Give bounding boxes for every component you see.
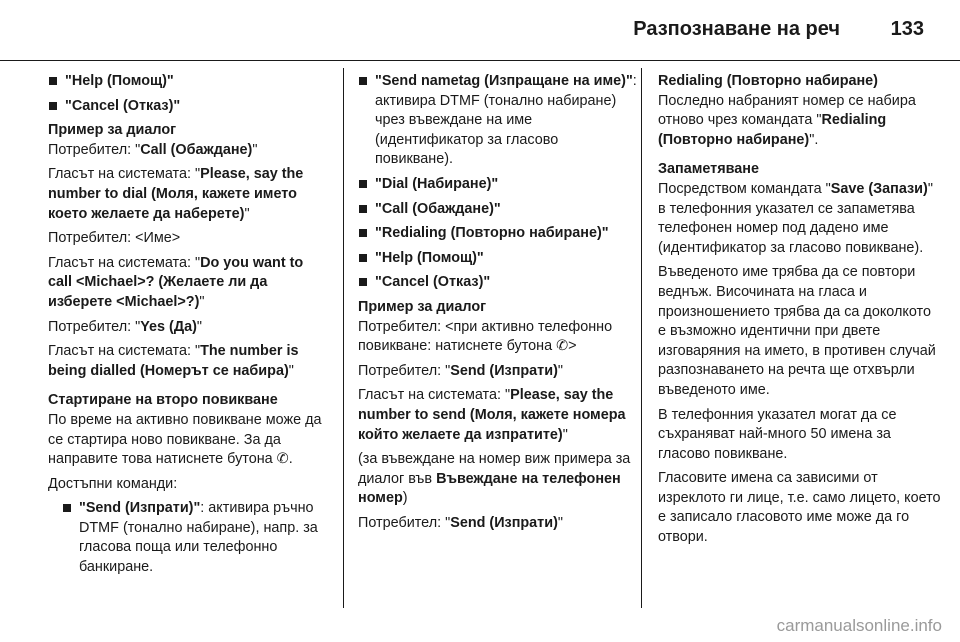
list-item: "Send nametag (Изпращане на име)": активира DTMF (тонално набиране) чрез въвеждане на име (идентификатор за гласово повикване).	[358, 72, 640, 170]
dialog-line: Потребител: <при активно телефонно повикване: натиснете бутона ✆>	[358, 318, 613, 355]
column-right	[658, 72, 942, 553]
column-divider	[641, 68, 642, 608]
dialog-line: Гласът на системата: "Please, say the number to send (Моля, кажете номера който желаете да изпратите)"	[358, 387, 626, 443]
section-heading: Пример за диалог	[48, 122, 177, 139]
bullet-icon	[359, 205, 367, 213]
list-item: "Cancel (Отказ)"	[358, 273, 640, 293]
column-middle	[358, 72, 640, 538]
column-left	[48, 72, 330, 583]
paragraph: В телефонния указател могат да се съхраняват най-много 50 имена за гласово повикване.	[658, 406, 897, 462]
dialog-line: Потребител: <Име>	[48, 230, 181, 247]
bullet-icon	[49, 77, 57, 85]
bullet-icon	[359, 77, 367, 85]
bullet-icon	[359, 180, 367, 188]
watermark: carmanualsonline.info	[776, 616, 942, 635]
dialog-line: (за въвеждане на номер виж примера за диалог във Въвеждане на телефонен номер)	[358, 451, 631, 507]
section-heading: Пример за диалог	[358, 298, 487, 315]
bullet-icon	[359, 229, 367, 237]
dialog-line: Потребител: "Call (Обаждане)"	[48, 141, 258, 158]
section-heading: Redialing (Повторно набиране)	[658, 73, 878, 89]
list-item: "Redialing (Повторно набиране)"	[358, 224, 640, 244]
section-heading: Стартиране на второ повикване	[48, 392, 278, 409]
dialog-line: Гласът на системата: "Please, say the number to dial (Моля, кажете името което желаете да наберете)"	[48, 166, 304, 222]
dialog-line: Потребител: "Send (Изпрати)"	[358, 514, 563, 531]
list-item: "Send (Изпрати)": активира ръчно DTMF (тонално набиране), напр. за гласова поща или телефонно банкиране.	[62, 499, 330, 577]
paragraph: Посредством командата "Save (Запази)" в телефонния указател се запаметява телефонен номер под дадено име (идентификатор за гласово повикване).	[658, 180, 933, 256]
header-rule	[0, 60, 960, 61]
bullet-icon	[49, 102, 57, 110]
dialog-line: Гласът на системата: "The number is being dialled (Номерът се набира)"	[48, 343, 299, 379]
list-item: "Dial (Набиране)"	[358, 175, 640, 195]
paragraph: Гласовите имена са зависими от изреклото ги лице, т.е. само лицето, което е записало гласовото име може да го отвори.	[658, 470, 941, 546]
bullet-icon	[63, 504, 71, 512]
list-item: "Help (Помощ)"	[48, 72, 330, 92]
page-header	[0, 0, 960, 58]
page-number: 133	[890, 18, 924, 40]
bullet-icon	[359, 254, 367, 262]
list-item: "Cancel (Отказ)"	[48, 97, 330, 117]
section-heading: Запаметяване	[658, 161, 759, 178]
paragraph: По време на активно повикване може да се стартира ново повикване. За да направите това натиснете бутона ✆.	[48, 411, 322, 468]
column-divider	[343, 68, 344, 608]
dialog-line: Потребител: "Yes (Да)"	[48, 318, 202, 335]
paragraph: Достъпни команди:	[48, 475, 178, 492]
list-item: "Call (Обаждане)"	[358, 200, 640, 220]
paragraph: Въведеното име трябва да се повтори веднъж. Височината на гласа и произношението трябва да са доколкото е възможно идентични при двете изговаряния на името, в противен случай разпознаването на речта ще отхвърли въведеното име.	[658, 264, 936, 398]
bullet-icon	[359, 278, 367, 286]
dialog-line: Потребител: "Send (Изпрати)"	[358, 362, 563, 379]
paragraph: Последно набраният номер се набира отново чрез командата "Redialing (Повторно набиране)".	[658, 92, 916, 148]
page-title: Разпознаване на реч	[633, 18, 840, 40]
dialog-line: Гласът на системата: "Do you want to call <Michael>? (Желаете ли да изберете <Michael>?)"	[48, 254, 304, 310]
list-item: "Help (Помощ)"	[358, 249, 640, 269]
